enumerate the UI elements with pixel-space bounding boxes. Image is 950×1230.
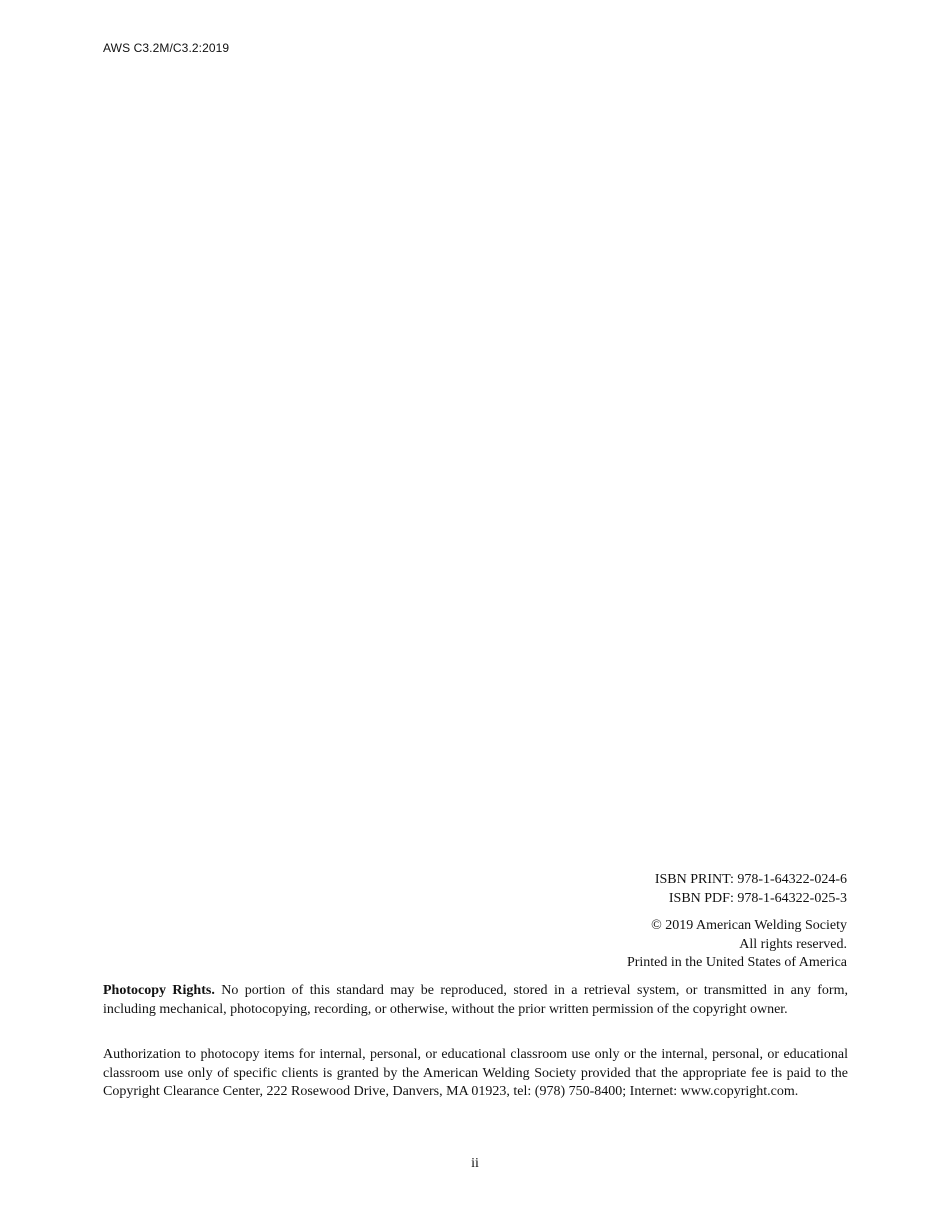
copyright-block [627,917,847,973]
copyright-notice: © 2019 American Welding Society [651,918,847,933]
photocopy-rights-lead: Photocopy Rights. [103,983,215,998]
isbn-print: ISBN PRINT: 978-1-64322-024-6 [654,872,847,887]
page-number: ii [471,1156,479,1171]
isbn-block [655,870,847,908]
isbn-pdf: ISBN PDF: 978-1-64322-025-3 [668,891,847,906]
photocopy-rights-text: No portion of this standard may be reproduced, stored in a retrieval system, or transmitted in any form, including mechanical, photocopying, recording, or otherwise, without the prior written permission of the copyright owner. [103,983,848,1017]
printed-in: Printed in the United States of America [626,955,847,970]
photocopy-rights-paragraph [103,982,848,1019]
running-header: AWS C3.2M/C3.2:2019 [103,41,230,55]
rights-reserved: All rights reserved. [739,936,847,952]
authorization-paragraph: Authorization to photocopy items for internal, personal, or educational classroom use only or the internal, personal, or educational classroom use only of specific clients is granted by the American Welding Society provided that the appropriate fee is paid to the Copyright Clearance Center, 222 Rosewood Drive, Danvers, MA 01923, tel: (978) 750-8400; Internet: www.copyright.com. [103,1047,848,1099]
